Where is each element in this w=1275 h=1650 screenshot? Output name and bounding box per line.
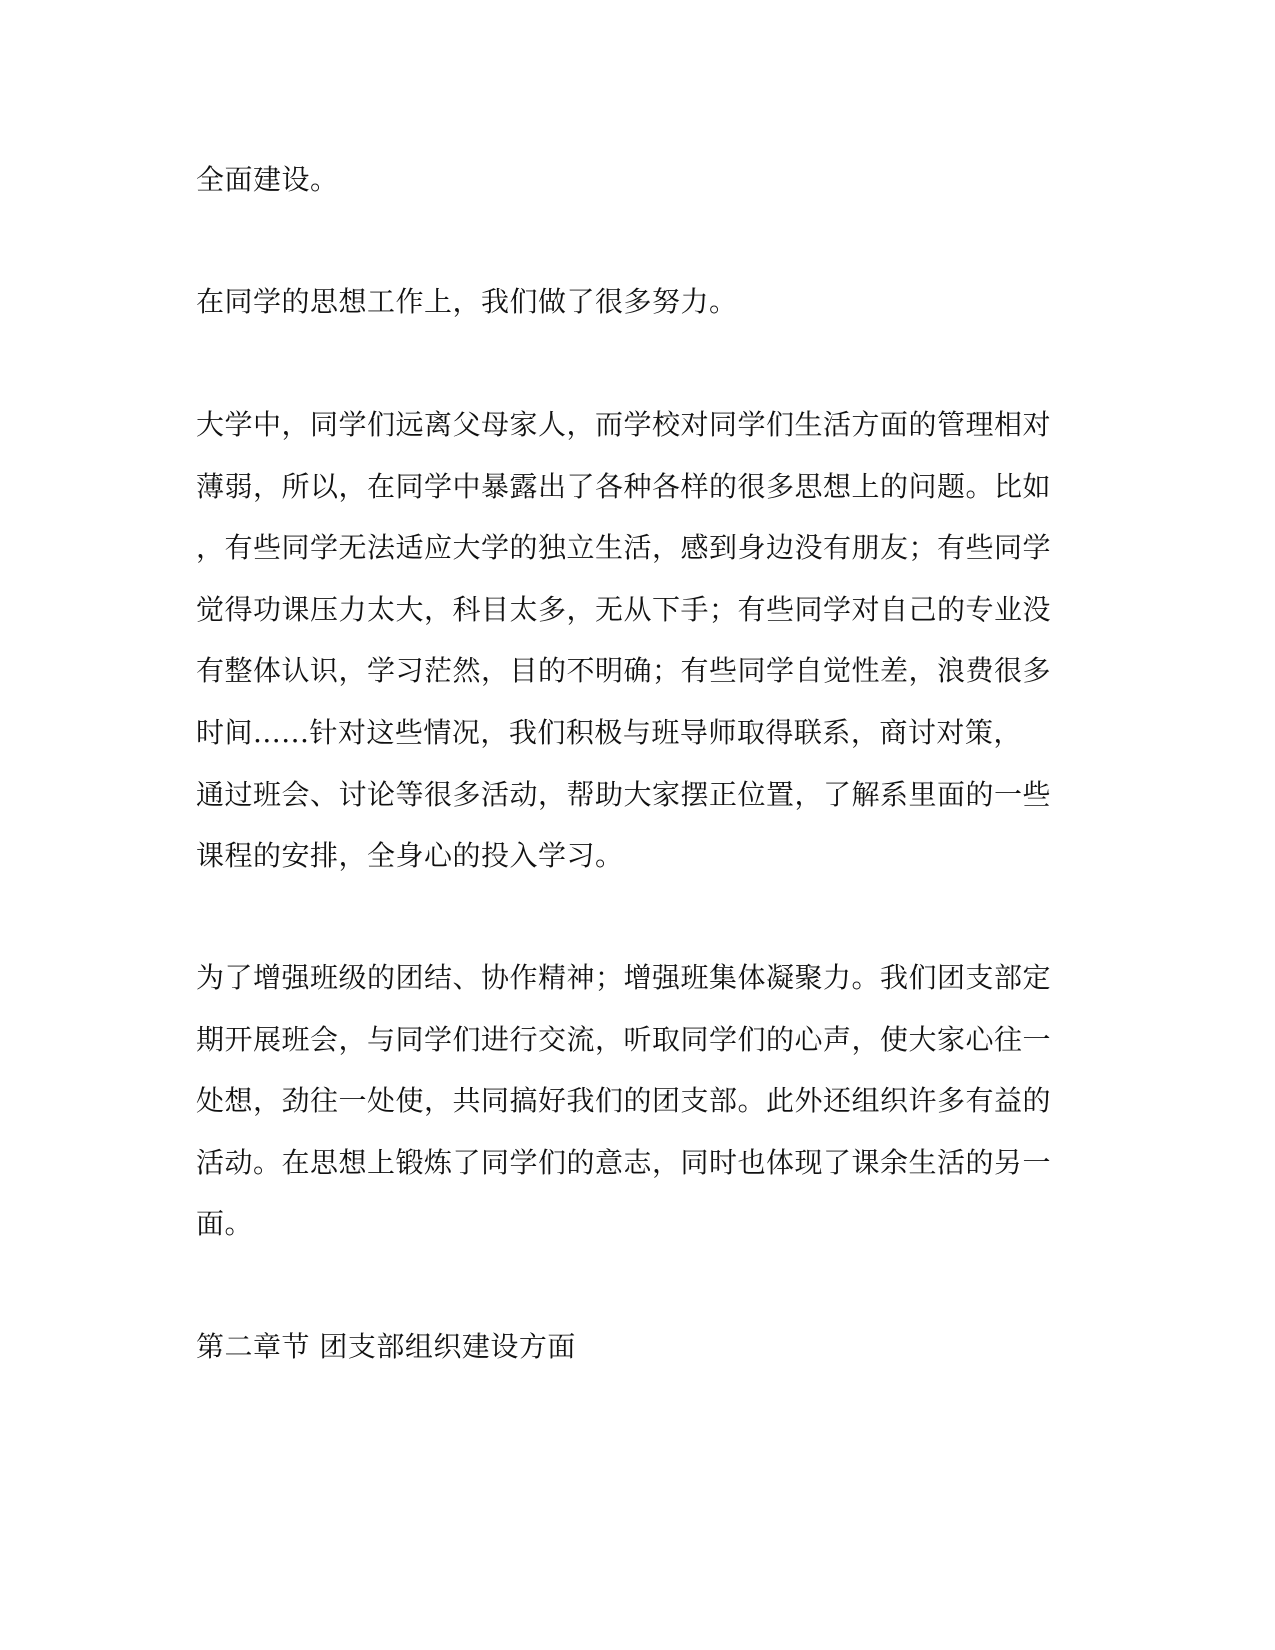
section-heading: 第二章节 团支部组织建设方面	[196, 1330, 576, 1363]
paragraph-4-line-2: 期开展班会，与同学们进行交流，听取同学们的心声，使大家心往一	[196, 1023, 1052, 1056]
paragraph-4-line-3: 处想，劲往一处使，共同搞好我们的团支部。此外还组织许多有益的	[196, 1084, 1052, 1117]
paragraph-3-line-8: 课程的安排，全身心的投入学习。	[196, 839, 624, 872]
paragraph-3-line-1: 大学中，同学们远离父母家人，而学校对同学们生活方面的管理相对	[196, 408, 1052, 441]
paragraph-4-line-4: 活动。在思想上锻炼了同学们的意志，同时也体现了课余生活的另一	[196, 1146, 1052, 1179]
paragraph-3-line-3: ，有些同学无法适应大学的独立生活，感到身边没有朋友；有些同学	[196, 531, 1052, 564]
paragraph-3-line-6: 时间......针对这些情况，我们积极与班导师取得联系，商讨对策，	[196, 716, 1022, 749]
paragraph-3-line-7: 通过班会、讨论等很多活动，帮助大家摆正位置，了解系里面的一些	[196, 778, 1052, 811]
paragraph-4-line-5: 面。	[196, 1207, 254, 1240]
paragraph-3-line-5: 有整体认识，学习茫然，目的不明确；有些同学自觉性差，浪费很多	[196, 654, 1052, 687]
paragraph-2-line-1: 在同学的思想工作上，我们做了很多努力。	[196, 285, 738, 318]
paragraph-1-line-1: 全面建设。	[196, 163, 339, 196]
paragraph-3-line-2: 薄弱，所以，在同学中暴露出了各种各样的很多思想上的问题。比如	[196, 470, 1052, 503]
paragraph-3-line-4: 觉得功课压力太大，科目太多，无从下手；有些同学对自己的专业没	[196, 593, 1052, 626]
paragraph-4-line-1: 为了增强班级的团结、协作精神；增强班集体凝聚力。我们团支部定	[196, 961, 1052, 994]
